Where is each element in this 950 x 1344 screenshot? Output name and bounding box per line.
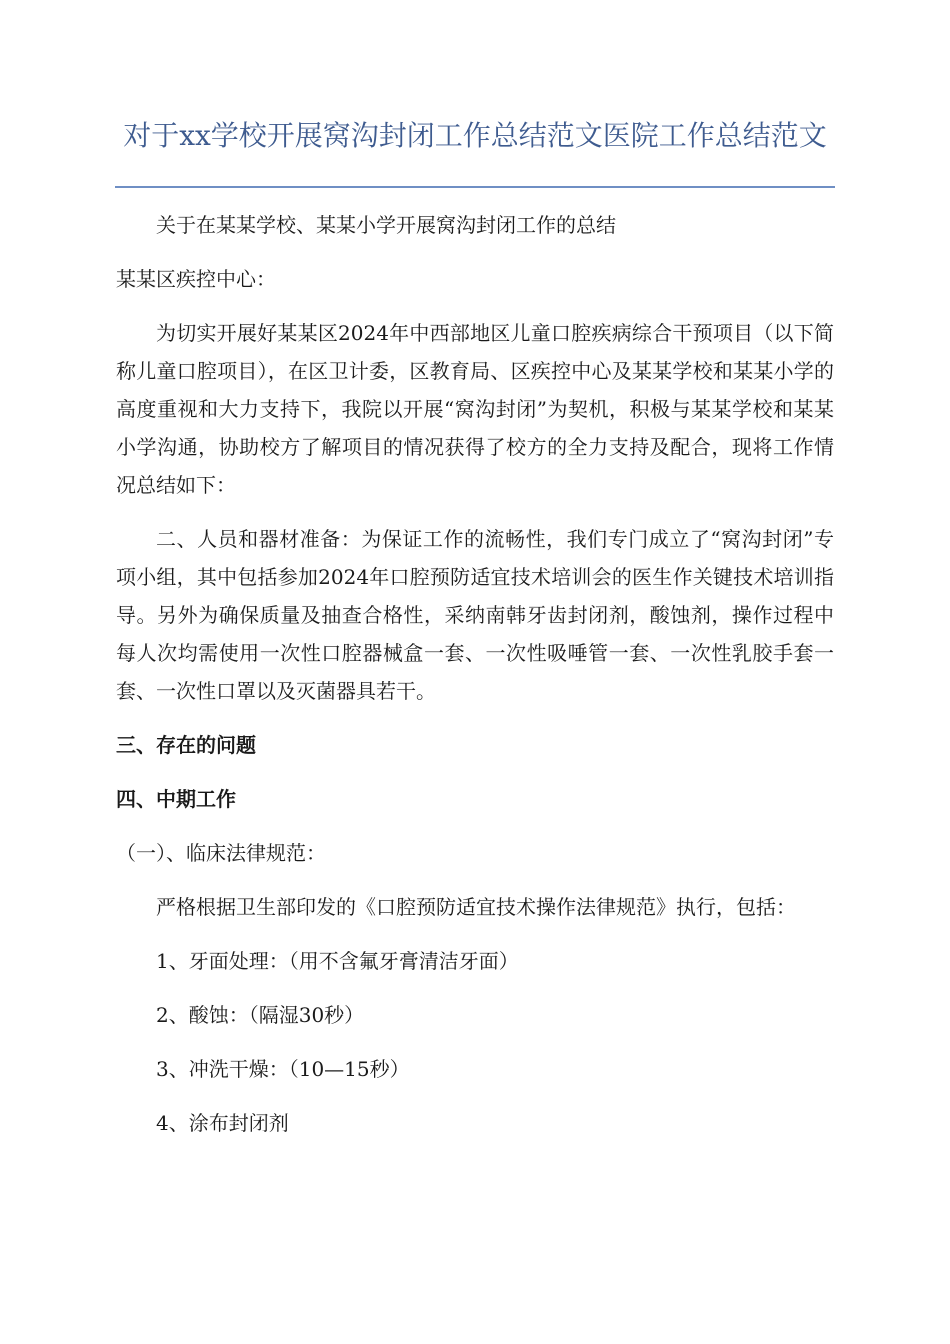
summary-heading: 关于在某某学校、某某小学开展窝沟封闭工作的总结 — [156, 213, 616, 237]
recipient-line: 某某区疾控中心： — [116, 267, 276, 291]
document-title: 对于xx学校开展窝沟封闭工作总结范文医院工作总结范文 — [123, 119, 827, 152]
preparation-paragraph: 二、人员和器材准备：为保证工作的流畅性，我们专门成立了“窝沟封闭”专项小组，其中包括参加2024年口腔预防适宜技术培训会的医生作关键技术培训指导。另外为确保质量及抽查合格性，采纳南韩牙齿封闭剂，酸蚀剂，操作过程中每人次均需使用一次性口腔器械盒一套、一次性吸唾管一套、一次性乳胶手套一套、一次性口罩以及灭菌器具若干。 — [116, 527, 834, 703]
standard-paragraph: 严格根据卫生部印发的《口腔预防适宜技术操作法律规范》执行，包括： — [156, 895, 796, 919]
title-divider — [115, 186, 835, 188]
list-item: 4、涂布封闭剂 — [156, 1111, 289, 1135]
section-heading-problems: 三、存在的问题 — [116, 733, 256, 757]
list-item: 3、冲洗干燥：（10—15秒） — [156, 1057, 410, 1081]
document-body — [116, 206, 834, 1142]
list-item: 2、酸蚀：（隔湿30秒） — [156, 1003, 365, 1027]
list-item: 1、牙面处理：（用不含氟牙膏清洁牙面） — [156, 949, 519, 973]
subsection-heading-clinical: （一）、临床法律规范： — [116, 841, 326, 865]
intro-paragraph: 为切实开展好某某区2024年中西部地区儿童口腔疾病综合干预项目（以下简称儿童口腔项目），在区卫计委，区教育局、区疾控中心及某某学校和某某小学的高度重视和大力支持下，我院以开展“窝沟封闭”为契机，积极与某某学校和某某小学沟通，协助校方了解项目的情况获得了校方的全力支持及配合，现将工作情况总结如下： — [116, 321, 834, 497]
section-heading-midterm: 四、中期工作 — [116, 787, 236, 811]
